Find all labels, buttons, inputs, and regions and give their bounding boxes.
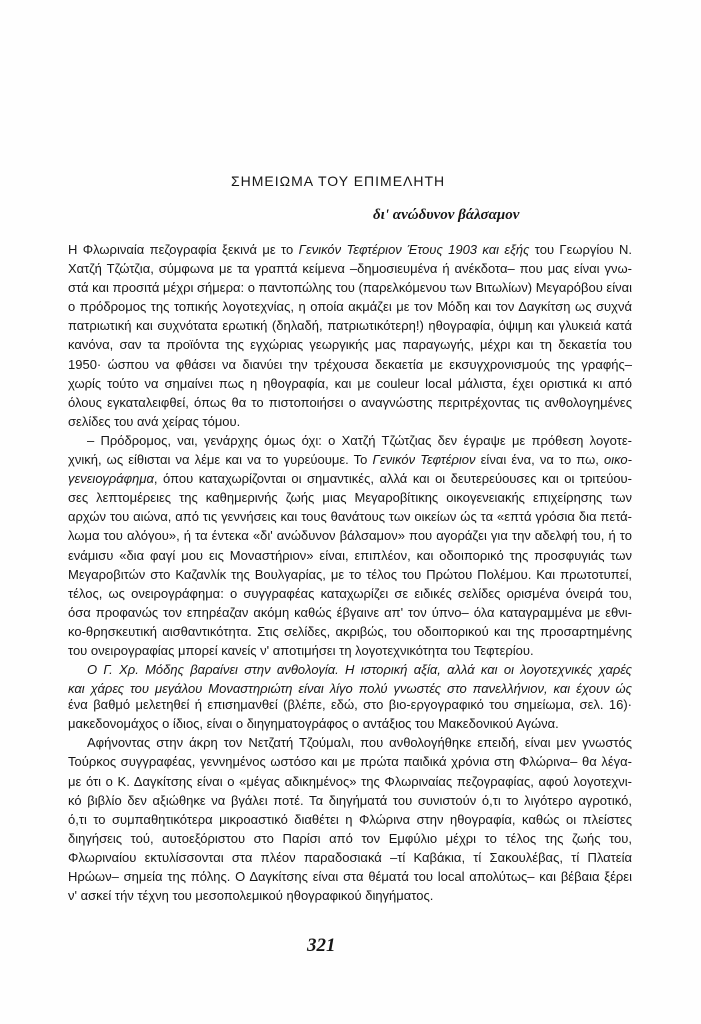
line-text: Φλωριναίου εκτυλίσσονται στα πλέον παραδοσιακά –τί Καβάκια, τί Σακουλέβας, τί Πλατεία: [68, 849, 632, 865]
line-text: κό βιβλίο δεν αξιώθηκε να βγάλει ποτέ. Τα διηγήματά του συνιστούν ό,τι το λιγότερο αγροτικό,: [68, 792, 632, 808]
text-line: [68, 450, 632, 469]
text-line: [68, 752, 632, 771]
line-text: – Πρόδρομος, ναι, γενάρχης όμως όχι: ο Χατζή Τζώτζιας δεν έγραψε με πρόθεση λογοτε-: [87, 432, 632, 448]
text-line: [68, 714, 632, 733]
line-text: με ότι ο Κ. Δαγκίτσης είναι ο «μέγας αδικημένος» της Φλωριναίας πεζογραφίας, αφού λογοτεχνι-: [68, 773, 632, 789]
text-line: [87, 660, 632, 679]
text-line: [68, 829, 632, 848]
text-line: [68, 507, 632, 526]
book-title-italic: Γενικόν Τεφτέριον: [372, 452, 476, 468]
italic-word: οικο-: [603, 452, 632, 468]
text-line: [68, 374, 632, 393]
line-text: Η Φλωριναία πεζογραφία ξεκινά με το: [68, 242, 299, 257]
text-line: [68, 810, 632, 829]
line-text: του Γεωργίου Ν.: [529, 242, 632, 257]
line-text: σελίδες του ανά χείρας τόμου.: [68, 413, 241, 429]
paragraph: [68, 660, 632, 733]
line-text: μακεδονομάχος ο ίδιος, είναι ο διηγηματογράφος ο αντάξιος του Μακεδονικού Αγώνα.: [68, 716, 559, 732]
text-line: [68, 278, 632, 297]
text-line: [68, 848, 632, 867]
text-line: [68, 393, 632, 412]
text-line: [68, 886, 632, 905]
line-text: στά και προσιτά μέχρι σήμερα: ο παντοπώλης του (παρελκόμενου των Βιτωλίων) Μεγαρόβου είναι: [68, 280, 632, 296]
line-text: χωρίς τούτο να σημαίνει πως η ηθογραφία, και με couleur local μάλιστα, έχει οριστικά κι από: [68, 375, 632, 391]
line-text: Μεγαροβιτών στο Καζανλίκ της Βουλγαρίας, με το τέλος του Πρώτου Πολέμου. Και πρωτοτυπεί,: [68, 566, 632, 582]
line-text: ενάμισυ «δια φαγί μου εις Μοναστήριον» είναι, επιπλέον, και οδοιπορικό της προσφυγιάς των: [68, 547, 632, 563]
paragraph: [68, 240, 632, 431]
text-line: [68, 546, 632, 565]
line-text: ένα βαθμό μελετηθεί ή επισημανθεί (βλέπε, εδώ, στο βιο-εργογραφικό του σημείωμα, σελ. 16)·: [68, 697, 632, 713]
epigraph: δι' ανώδυνον βάλσαμον: [373, 207, 520, 223]
paragraph: [68, 733, 632, 905]
line-text: ο πρόδρομος της τοπικής λογοτεχνίας, η οποία ακμάζει με τον Μόδη και τον Δαγκίτση ως συχνά: [68, 299, 632, 315]
line-text: όλους εγκαταλειφθεί, όπως θα το πιστοποιήσει ο αναγνώστης περιτρέχοντας τις ανθολογημένες: [68, 394, 632, 410]
italic-line-text: Ο Γ. Χρ. Μόδης βαραίνει στην ανθολογία. Η ιστορική αξία, αλλά και οι λογοτεχνικές χαρές: [87, 662, 632, 678]
book-title-italic: Γενικόν Τεφτέριον Έτους 1903 και εξής: [298, 242, 530, 257]
text-line: [68, 355, 632, 374]
line-text: Αφήνοντας στην άκρη τον Νετζατή Τζούμαλι, που ανθολογήθηκε επειδή, είναι μεν γνωστός: [87, 735, 632, 751]
line-text: πατριωτική και συχνότατα ερωτική (δηλαδή, πατριωτικότερη!) ηθογραφία, όψιμη και γλυκειά κατά: [68, 318, 632, 334]
text-line: [68, 335, 632, 354]
body-text: [68, 240, 632, 905]
text-line: [68, 526, 632, 545]
text-line: [68, 772, 632, 791]
text-line: [68, 412, 632, 431]
text-line: [68, 622, 632, 641]
text-line: [68, 603, 632, 622]
line-text: όσα προφανώς τον επηρέαζαν ακόμη καθώς έβγαινε απ' τον ύπνο– όλα καταγραμμένα με εθνι-: [68, 604, 632, 620]
text-line: [68, 641, 632, 660]
text-line: [87, 431, 632, 450]
text-line: [68, 259, 632, 278]
text-line: [68, 695, 632, 714]
line-text: ν' ασκεί τήν τέχνη του μεσοπολεμικού ηθογραφικού διηγήματος.: [68, 888, 434, 904]
line-text: αρχών του αιώνα, από τις γεννήσεις και τους θανάτους των οικείων ώς τα «επτά γρόσια δια πετά-: [68, 509, 632, 525]
text-line: [87, 733, 632, 752]
text-line: [68, 565, 632, 584]
text-line: [68, 297, 632, 316]
line-text: χνική, ως είθισται να λέμε και να το γυρεύουμε. Το: [68, 452, 373, 468]
line-text: Τούρκος συγγραφέας, γεννημένος ωστόσο και με πρώτα παιδικά χρόνια στη Φλώρινα– θα λέγα-: [68, 754, 632, 770]
text-line: [68, 679, 632, 695]
line-text: ό,τι το συμπαθητικότερα μικροαστικό διαθέτει η Φλώρινα στην ηθογραφία, καθώς οι πλείστες: [68, 811, 632, 827]
text-line: [68, 488, 632, 507]
text-line: [68, 791, 632, 810]
italic-word: γενειογράφημα: [68, 471, 154, 487]
line-text: σες λεπτομέρειες της καθημερινής ζωής μιας Μεγαροβίτικης οικογενειακής επιχείρησης των: [68, 490, 632, 506]
line-text: , όπου καταχωρίζονται οι σημαντικές, αλλά και οι δευτερεύουσες και οι τριτεύου-: [153, 471, 632, 487]
line-text: κο-θρησκευτική αισθαντικότητα. Στις σελίδες, ακριβώς, του οδοιπορικού και της προσαρτημένης: [68, 623, 632, 639]
text-line: [68, 469, 632, 488]
text-line: [68, 867, 632, 886]
text-line: [68, 240, 632, 259]
line-text: τέλος, ως ονειρογράφημα: ο συγγραφέας καταχωρίζει σε ειδικές σελίδες ορισμένα όνειρά του,: [68, 585, 632, 601]
page-title: ΣΗΜΕΙΩΜΑ ΤΟΥ ΕΠΙΜΕΛΗΤΗ: [231, 173, 446, 189]
line-text: Ηρώων– σημεία της πόλης. Ο Δαγκίτσης είναι στα θέματά του local απολύτως– και βέβαια ξέρει: [68, 869, 632, 884]
line-text: είναι ένα, να το πω,: [475, 452, 604, 468]
line-text: 1950· ώσπου να φθάσει να διανύει την τρέχουσα δεκαετία με εκσυγχρονισμούς της γραφής–: [68, 356, 632, 372]
line-text: λωμα του αλόγου», ή τα έντεκα «δι' ανώδυνον βάλσαμον» που αγοράζει για την αδελφή του, ή το: [68, 528, 632, 544]
text-line: [68, 584, 632, 603]
italic-line-text: και χάρες του μεγάλου Μοναστηριώτη είναι λίγο πολύ γνωστές στο πανελλήνιον, και έχουν ώς: [68, 681, 632, 697]
text-line: [68, 316, 632, 335]
line-text: κανόνα, σαν τα προϊόντα της εγχώριας γεωργικής μας παραγωγής, μέχρι και τη δεκαετία του: [68, 337, 632, 353]
line-text: Χατζή Τζώτζια, σύμφωνα με τα γραπτά κείμενα –δημοσιευμένα ή ανέκδοτα– που μας είναι γνω-: [68, 261, 632, 277]
line-text: διηγήσεις τού, αυτοεξόριστου στο Παρίσι από τον Εμφύλιο μέχρι το τέλος της ζωής του,: [68, 830, 632, 846]
paragraph: [68, 431, 632, 660]
page-number: 321: [307, 935, 336, 956]
line-text: του ονειρογραφίας μπορεί κανείς ν' αποτιμήσει τη λογοτεχνικότητα του Τεφτερίου.: [68, 642, 534, 658]
